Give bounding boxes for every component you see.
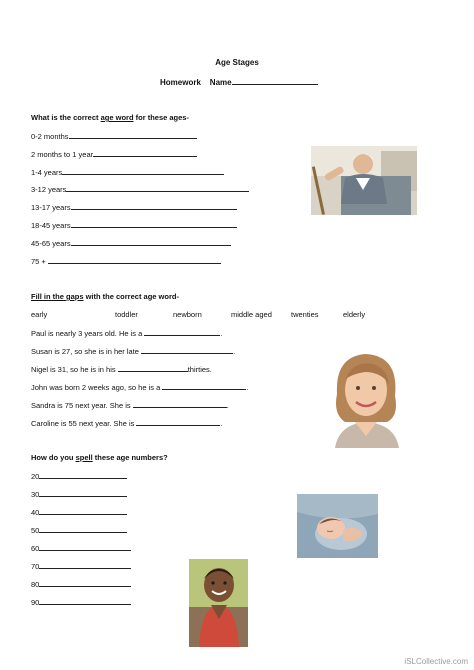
number-item: 40 [31,507,127,517]
gap-blank[interactable] [162,382,246,390]
spell-blank[interactable] [39,579,131,587]
gap-sentence: Caroline is 55 next year. She is . [31,419,223,428]
section3-heading: How do you spell these age numbers? [31,453,168,462]
answer-blank[interactable] [93,149,197,157]
word-bank-item: twenties [291,310,319,319]
number-item: 90 [31,597,131,607]
toddler-photo [189,559,248,647]
answer-blank[interactable] [71,238,231,246]
section1-heading: What is the correct age word for these ages- [31,113,189,122]
age-item: 2 months to 1 year [31,149,197,159]
answer-blank[interactable] [69,131,197,139]
number-item: 30 [31,489,127,499]
word-bank-item: early [31,310,48,319]
name-blank[interactable] [232,77,318,85]
gap-blank[interactable] [141,346,233,354]
age-item: 75 + [31,256,221,266]
number-item: 80 [31,579,131,589]
gap-blank[interactable] [133,400,227,408]
answer-blank[interactable] [71,220,237,228]
spell-blank[interactable] [39,543,131,551]
homework-label: Homework [160,78,201,87]
number-item: 70 [31,561,131,571]
answer-blank[interactable] [66,184,249,192]
spell-blank[interactable] [39,597,131,605]
age-item: 3-12 years [31,184,249,194]
section2-heading: Fill in the gaps with the correct age word- [31,292,179,301]
elderly-man-photo [311,146,417,215]
answer-blank[interactable] [62,167,224,175]
word-bank-item: toddler [115,310,138,319]
number-item: 50 [31,525,127,535]
age-item: 1-4 years [31,167,224,177]
spell-blank[interactable] [39,489,127,497]
word-bank-item: newborn [173,310,202,319]
gap-sentence: Susan is 27, so she is in her late . [31,347,236,356]
age-item: 13-17 years [31,202,237,212]
gap-sentence: Nigel is 31, so he is in his thirties. [31,365,212,374]
answer-blank[interactable] [48,256,221,264]
age-item: 18-45 years [31,220,237,230]
number-item: 20 [31,471,127,481]
worksheet-title: Age Stages [215,58,259,67]
spell-blank[interactable] [39,525,127,533]
word-bank-item: elderly [343,310,366,319]
name-label: Name [209,78,232,87]
watermark-text: iSLCollective.com [404,657,468,666]
age-item: 0-2 months [31,131,197,141]
number-item: 60 [31,543,131,553]
gap-blank[interactable] [144,328,220,336]
gap-blank[interactable] [118,364,188,372]
newborn-baby-photo [297,494,378,558]
homework-name-line [160,77,318,87]
gap-blank[interactable] [136,418,220,426]
gap-sentence: Paul is nearly 3 years old. He is a . [31,329,223,338]
spell-blank[interactable] [39,507,127,515]
spell-blank[interactable] [39,561,131,569]
word-bank-item: middle aged [231,310,272,319]
age-item: 45-65 years [31,238,231,248]
spell-blank[interactable] [39,471,127,479]
gap-sentence: Sandra is 75 next year. She is . [31,401,229,410]
middle-aged-woman-photo [315,346,417,448]
answer-blank[interactable] [71,202,237,210]
gap-sentence: John was born 2 weeks ago, so he is a . [31,383,249,392]
